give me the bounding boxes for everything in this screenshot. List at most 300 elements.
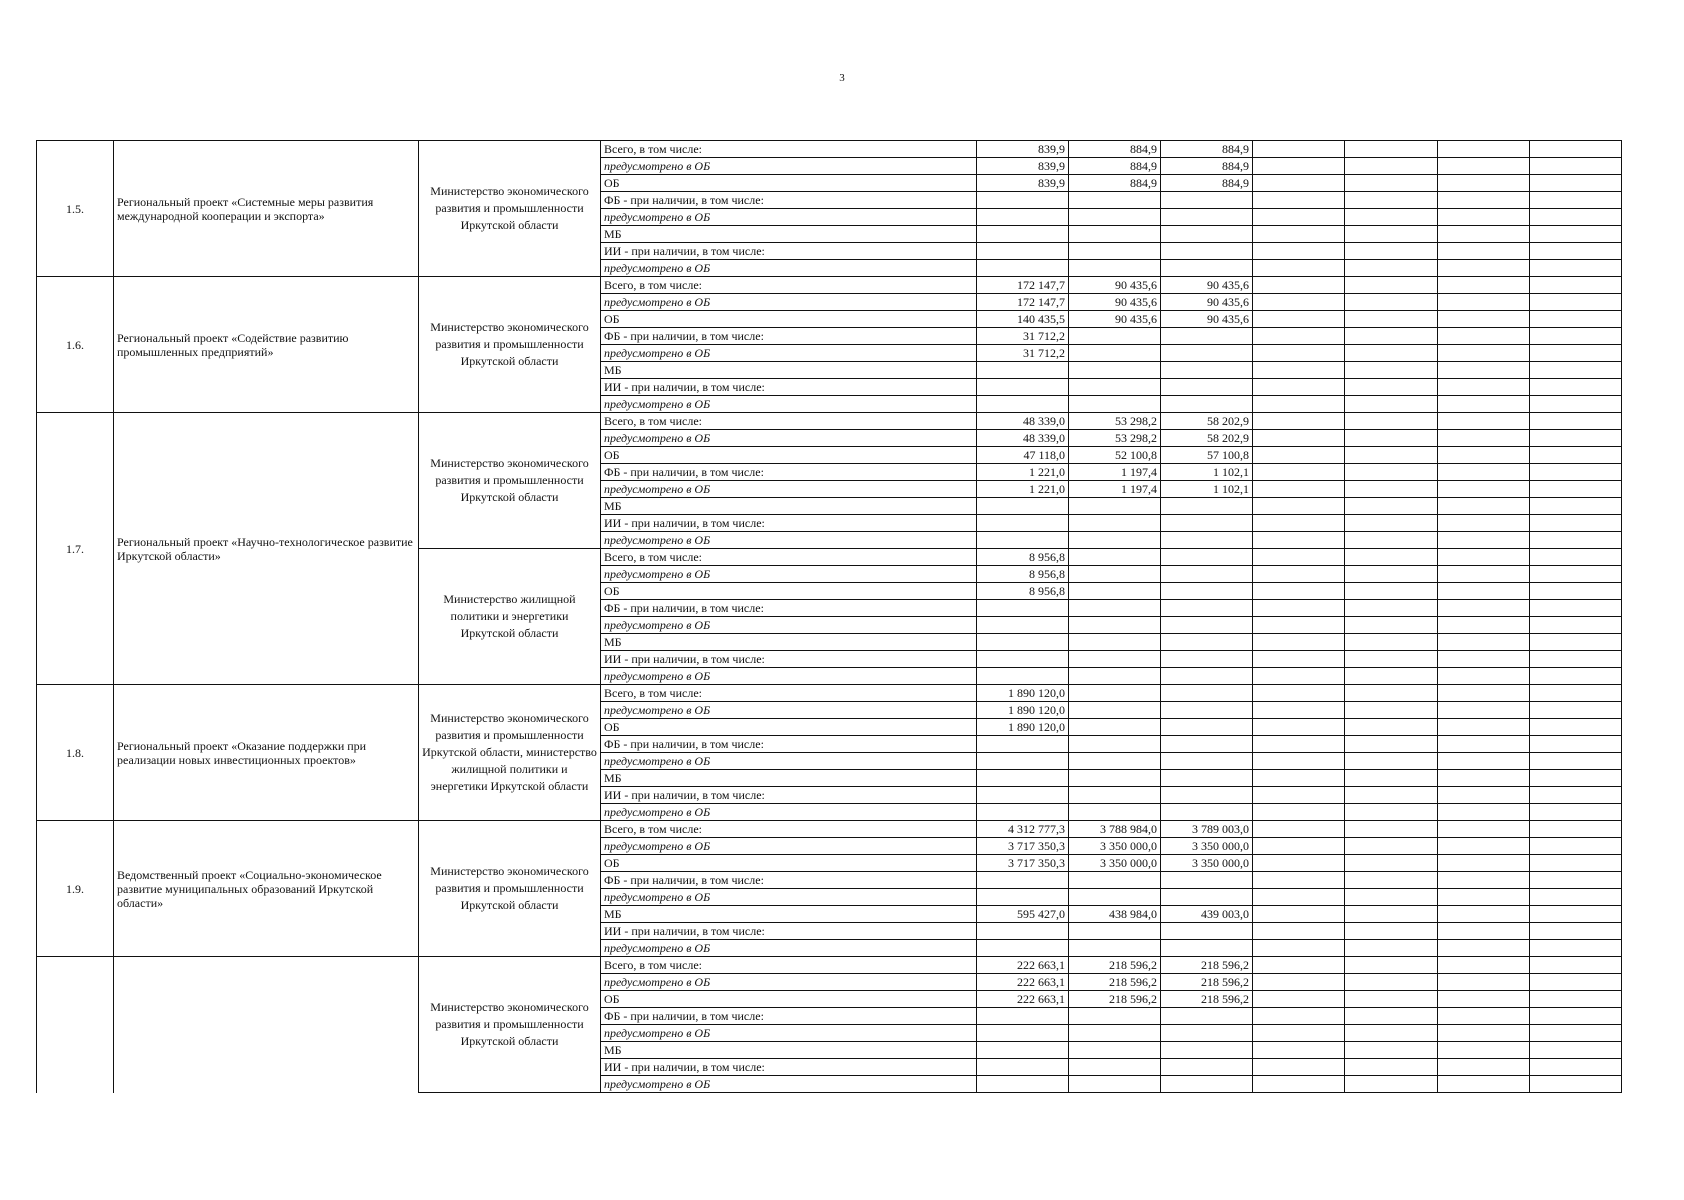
value-cell: 1 221,0 (977, 481, 1069, 498)
value-cell (1069, 685, 1161, 702)
value-cell (1253, 566, 1345, 583)
value-cell (1069, 243, 1161, 260)
value-cell: 3 350 000,0 (1069, 838, 1161, 855)
value-cell (1530, 651, 1622, 668)
value-cell (1438, 889, 1530, 906)
value-cell (1345, 345, 1438, 362)
row-index-cell (37, 957, 114, 1093)
value-cell (1345, 1042, 1438, 1059)
value-cell (977, 226, 1069, 243)
value-cell (1530, 1042, 1622, 1059)
value-cell (977, 770, 1069, 787)
funding-source-cell: предусмотрено в ОБ (601, 430, 977, 447)
value-cell: 8 956,8 (977, 566, 1069, 583)
value-cell (1438, 362, 1530, 379)
value-cell (1345, 872, 1438, 889)
value-cell: 839,9 (977, 158, 1069, 175)
value-cell (1161, 396, 1253, 413)
value-cell (1438, 498, 1530, 515)
funding-source-cell: предусмотрено в ОБ (601, 294, 977, 311)
value-cell (1253, 226, 1345, 243)
value-cell (1438, 872, 1530, 889)
value-cell (1345, 515, 1438, 532)
value-cell (1438, 226, 1530, 243)
value-cell (1069, 379, 1161, 396)
value-cell (1345, 209, 1438, 226)
value-cell (1530, 583, 1622, 600)
value-cell (1530, 141, 1622, 158)
value-cell (1438, 991, 1530, 1008)
value-cell (1345, 141, 1438, 158)
value-cell (1253, 175, 1345, 192)
value-cell (1530, 328, 1622, 345)
value-cell (1069, 1008, 1161, 1025)
executor-cell: Министерство экономического развития и промышленности Иркутской области (419, 277, 601, 413)
value-cell (1345, 294, 1438, 311)
value-cell (1345, 532, 1438, 549)
value-cell (977, 362, 1069, 379)
value-cell: 3 717 350,3 (977, 838, 1069, 855)
project-name-cell: Региональный проект «Научно-технологическое развитие Иркутской области» (114, 413, 419, 685)
table-row (37, 413, 1622, 430)
value-cell: 218 596,2 (1161, 974, 1253, 991)
value-cell (1069, 889, 1161, 906)
value-cell (1069, 651, 1161, 668)
value-cell (1253, 974, 1345, 991)
value-cell (977, 1076, 1069, 1093)
value-cell (1253, 889, 1345, 906)
value-cell (1253, 294, 1345, 311)
funding-source-cell: ОБ (601, 175, 977, 192)
value-cell (1345, 923, 1438, 940)
value-cell (1345, 685, 1438, 702)
funding-source-cell: ФБ - при наличии, в том числе: (601, 192, 977, 209)
funding-source-cell: Всего, в том числе: (601, 685, 977, 702)
value-cell (1253, 192, 1345, 209)
value-cell: 438 984,0 (1069, 906, 1161, 923)
value-cell: 218 596,2 (1069, 957, 1161, 974)
value-cell (1253, 498, 1345, 515)
value-cell (977, 736, 1069, 753)
value-cell (1345, 1025, 1438, 1042)
value-cell (1069, 923, 1161, 940)
value-cell (1069, 872, 1161, 889)
value-cell (977, 1025, 1069, 1042)
value-cell (1253, 260, 1345, 277)
value-cell (1530, 549, 1622, 566)
value-cell (1530, 702, 1622, 719)
value-cell: 172 147,7 (977, 277, 1069, 294)
value-cell (977, 1042, 1069, 1059)
value-cell (1438, 243, 1530, 260)
value-cell (1069, 702, 1161, 719)
value-cell (1253, 804, 1345, 821)
value-cell: 439 003,0 (1161, 906, 1253, 923)
funding-source-cell: предусмотрено в ОБ (601, 702, 977, 719)
value-cell (1345, 719, 1438, 736)
value-cell (1161, 923, 1253, 940)
value-cell (1161, 379, 1253, 396)
value-cell (977, 192, 1069, 209)
value-cell (1253, 141, 1345, 158)
funding-source-cell: ОБ (601, 311, 977, 328)
value-cell (1161, 362, 1253, 379)
value-cell (977, 872, 1069, 889)
value-cell: 595 427,0 (977, 906, 1069, 923)
project-name-cell: Региональный проект «Оказание поддержки при реализации новых инвестиционных проектов» (114, 685, 419, 821)
value-cell (1161, 1025, 1253, 1042)
value-cell (1253, 532, 1345, 549)
funding-source-cell: Всего, в том числе: (601, 957, 977, 974)
value-cell (1253, 481, 1345, 498)
value-cell (977, 923, 1069, 940)
value-cell: 58 202,9 (1161, 413, 1253, 430)
value-cell (1530, 991, 1622, 1008)
value-cell (977, 600, 1069, 617)
value-cell (1345, 226, 1438, 243)
value-cell (1345, 311, 1438, 328)
value-cell: 884,9 (1161, 175, 1253, 192)
funding-source-cell: ИИ - при наличии, в том числе: (601, 379, 977, 396)
value-cell: 884,9 (1069, 175, 1161, 192)
row-index-cell: 1.7. (37, 413, 114, 685)
value-cell (1530, 787, 1622, 804)
value-cell: 53 298,2 (1069, 430, 1161, 447)
value-cell (1069, 804, 1161, 821)
value-cell (977, 634, 1069, 651)
value-cell (1438, 1076, 1530, 1093)
funding-source-cell: ИИ - при наличии, в том числе: (601, 787, 977, 804)
value-cell (1069, 770, 1161, 787)
value-cell (1345, 906, 1438, 923)
value-cell: 3 789 003,0 (1161, 821, 1253, 838)
value-cell (1345, 940, 1438, 957)
value-cell (1161, 668, 1253, 685)
funding-source-cell: предусмотрено в ОБ (601, 804, 977, 821)
value-cell (1345, 277, 1438, 294)
value-cell (977, 379, 1069, 396)
value-cell (1069, 787, 1161, 804)
value-cell (977, 1059, 1069, 1076)
value-cell (1161, 719, 1253, 736)
value-cell (1345, 804, 1438, 821)
value-cell (1530, 753, 1622, 770)
funding-source-cell: МБ (601, 362, 977, 379)
value-cell (1530, 277, 1622, 294)
table-row (37, 957, 1622, 974)
value-cell (1161, 736, 1253, 753)
value-cell (1438, 583, 1530, 600)
value-cell (1253, 158, 1345, 175)
value-cell (977, 940, 1069, 957)
value-cell (1530, 158, 1622, 175)
funding-source-cell: предусмотрено в ОБ (601, 566, 977, 583)
value-cell (1161, 209, 1253, 226)
value-cell: 90 435,6 (1069, 311, 1161, 328)
value-cell (1069, 209, 1161, 226)
value-cell (1253, 906, 1345, 923)
value-cell (1253, 753, 1345, 770)
value-cell (1253, 991, 1345, 1008)
value-cell (1345, 430, 1438, 447)
value-cell (1530, 889, 1622, 906)
value-cell (1530, 1059, 1622, 1076)
value-cell (977, 804, 1069, 821)
value-cell (1253, 328, 1345, 345)
value-cell (1069, 1059, 1161, 1076)
funding-source-cell: ОБ (601, 583, 977, 600)
value-cell (1438, 430, 1530, 447)
value-cell (1069, 192, 1161, 209)
funding-source-cell: ФБ - при наличии, в том числе: (601, 600, 977, 617)
value-cell (1253, 362, 1345, 379)
value-cell (1253, 685, 1345, 702)
value-cell: 1 102,1 (1161, 464, 1253, 481)
value-cell (1161, 1042, 1253, 1059)
funding-source-cell: предусмотрено в ОБ (601, 260, 977, 277)
value-cell (1530, 821, 1622, 838)
funding-source-cell: ОБ (601, 447, 977, 464)
value-cell (1253, 1059, 1345, 1076)
value-cell (1253, 838, 1345, 855)
value-cell (1530, 481, 1622, 498)
value-cell (1345, 668, 1438, 685)
table-row (37, 821, 1622, 838)
value-cell: 90 435,6 (1161, 294, 1253, 311)
value-cell (977, 515, 1069, 532)
value-cell (1069, 1042, 1161, 1059)
value-cell (1438, 396, 1530, 413)
value-cell (1530, 447, 1622, 464)
value-cell (1161, 634, 1253, 651)
value-cell (1438, 770, 1530, 787)
funding-source-cell: Всего, в том числе: (601, 549, 977, 566)
value-cell (1253, 243, 1345, 260)
value-cell (1345, 736, 1438, 753)
funding-source-cell: ИИ - при наличии, в том числе: (601, 243, 977, 260)
value-cell (1345, 362, 1438, 379)
value-cell (1253, 821, 1345, 838)
funding-source-cell: Всего, в том числе: (601, 821, 977, 838)
value-cell (1345, 753, 1438, 770)
value-cell (1530, 617, 1622, 634)
value-cell (1530, 634, 1622, 651)
value-cell (1530, 804, 1622, 821)
value-cell (1345, 260, 1438, 277)
value-cell (1253, 600, 1345, 617)
row-index-cell: 1.9. (37, 821, 114, 957)
value-cell (1161, 940, 1253, 957)
value-cell: 47 118,0 (977, 447, 1069, 464)
value-cell (1530, 872, 1622, 889)
funding-source-cell: ФБ - при наличии, в том числе: (601, 328, 977, 345)
value-cell: 884,9 (1161, 158, 1253, 175)
value-cell (1438, 702, 1530, 719)
value-cell (1530, 1008, 1622, 1025)
value-cell (1438, 821, 1530, 838)
value-cell (1438, 158, 1530, 175)
value-cell (1253, 549, 1345, 566)
value-cell (1161, 1059, 1253, 1076)
value-cell (1253, 855, 1345, 872)
value-cell (1345, 396, 1438, 413)
value-cell (1161, 1076, 1253, 1093)
funding-source-cell: МБ (601, 634, 977, 651)
value-cell (1438, 957, 1530, 974)
value-cell (1530, 719, 1622, 736)
value-cell (1438, 1008, 1530, 1025)
value-cell (1345, 957, 1438, 974)
value-cell (1345, 838, 1438, 855)
value-cell: 3 717 350,3 (977, 855, 1069, 872)
funding-source-cell: ФБ - при наличии, в том числе: (601, 736, 977, 753)
value-cell: 4 312 777,3 (977, 821, 1069, 838)
value-cell (1345, 889, 1438, 906)
value-cell (1438, 634, 1530, 651)
funding-source-cell: МБ (601, 906, 977, 923)
value-cell (1253, 872, 1345, 889)
value-cell (1438, 736, 1530, 753)
value-cell (1345, 821, 1438, 838)
value-cell (1345, 549, 1438, 566)
page-number: 3 (839, 72, 845, 84)
funding-source-cell: предусмотрено в ОБ (601, 668, 977, 685)
value-cell (977, 209, 1069, 226)
value-cell: 52 100,8 (1069, 447, 1161, 464)
value-cell (1253, 379, 1345, 396)
value-cell (1161, 566, 1253, 583)
value-cell (1069, 719, 1161, 736)
value-cell (1345, 787, 1438, 804)
funding-source-cell: предусмотрено в ОБ (601, 974, 977, 991)
value-cell (1530, 1025, 1622, 1042)
value-cell: 31 712,2 (977, 345, 1069, 362)
funding-source-cell: ОБ (601, 991, 977, 1008)
value-cell (1530, 923, 1622, 940)
value-cell: 222 663,1 (977, 957, 1069, 974)
value-cell (1345, 617, 1438, 634)
value-cell (1530, 957, 1622, 974)
value-cell (1161, 226, 1253, 243)
value-cell (977, 668, 1069, 685)
value-cell (1253, 617, 1345, 634)
value-cell (1253, 1042, 1345, 1059)
project-name-cell: Ведомственный проект «Социально-экономическое развитие муниципальных образований Иркутской области» (114, 821, 419, 957)
value-cell: 1 102,1 (1161, 481, 1253, 498)
value-cell (1530, 566, 1622, 583)
funding-source-cell: Всего, в том числе: (601, 413, 977, 430)
value-cell (1253, 1076, 1345, 1093)
value-cell (1438, 940, 1530, 957)
value-cell: 1 221,0 (977, 464, 1069, 481)
value-cell: 140 435,5 (977, 311, 1069, 328)
value-cell (1069, 583, 1161, 600)
value-cell (1253, 345, 1345, 362)
value-cell (1253, 736, 1345, 753)
value-cell (1438, 787, 1530, 804)
funding-source-cell: МБ (601, 770, 977, 787)
value-cell (1161, 600, 1253, 617)
value-cell: 3 350 000,0 (1161, 855, 1253, 872)
value-cell (1345, 974, 1438, 991)
funding-source-cell: ИИ - при наличии, в том числе: (601, 651, 977, 668)
value-cell (1253, 668, 1345, 685)
value-cell (1253, 277, 1345, 294)
value-cell: 222 663,1 (977, 974, 1069, 991)
value-cell (1530, 736, 1622, 753)
value-cell (1438, 141, 1530, 158)
value-cell: 884,9 (1161, 141, 1253, 158)
value-cell (1345, 481, 1438, 498)
value-cell (1253, 1008, 1345, 1025)
value-cell (1253, 940, 1345, 957)
value-cell (1161, 872, 1253, 889)
value-cell: 3 350 000,0 (1161, 838, 1253, 855)
value-cell (1069, 600, 1161, 617)
value-cell (1345, 770, 1438, 787)
value-cell (1438, 481, 1530, 498)
value-cell (1530, 770, 1622, 787)
value-cell (1438, 311, 1530, 328)
table-row (37, 141, 1622, 158)
value-cell (1345, 855, 1438, 872)
value-cell (1438, 1025, 1530, 1042)
value-cell (1161, 345, 1253, 362)
value-cell (1253, 1025, 1345, 1042)
value-cell (1438, 328, 1530, 345)
value-cell (1253, 634, 1345, 651)
value-cell (1530, 311, 1622, 328)
executor-cell: Министерство экономического развития и промышленности Иркутской области (419, 957, 601, 1093)
funding-source-cell: предусмотрено в ОБ (601, 396, 977, 413)
value-cell (1161, 770, 1253, 787)
value-cell (1069, 1025, 1161, 1042)
value-cell: 31 712,2 (977, 328, 1069, 345)
value-cell (977, 651, 1069, 668)
funding-source-cell: предусмотрено в ОБ (601, 753, 977, 770)
value-cell (1438, 600, 1530, 617)
funding-source-cell: ОБ (601, 855, 977, 872)
project-name-cell: Региональный проект «Системные меры развития международной кооперации и экспорта» (114, 141, 419, 277)
value-cell (977, 1008, 1069, 1025)
value-cell: 1 890 120,0 (977, 719, 1069, 736)
funding-source-cell: предусмотрено в ОБ (601, 940, 977, 957)
value-cell (1530, 515, 1622, 532)
value-cell (1161, 549, 1253, 566)
value-cell (1530, 464, 1622, 481)
value-cell: 884,9 (1069, 141, 1161, 158)
value-cell: 8 956,8 (977, 549, 1069, 566)
value-cell (1345, 1059, 1438, 1076)
value-cell: 1 890 120,0 (977, 702, 1069, 719)
funding-source-cell: Всего, в том числе: (601, 277, 977, 294)
value-cell (1438, 175, 1530, 192)
value-cell (1345, 702, 1438, 719)
project-name-cell (114, 957, 419, 1093)
value-cell (1069, 532, 1161, 549)
value-cell (1161, 515, 1253, 532)
value-cell: 90 435,6 (1069, 277, 1161, 294)
funding-source-cell: предусмотрено в ОБ (601, 1076, 977, 1093)
value-cell (1438, 447, 1530, 464)
value-cell (1530, 209, 1622, 226)
value-cell (1253, 651, 1345, 668)
value-cell (1438, 855, 1530, 872)
value-cell (1161, 702, 1253, 719)
funding-source-cell: МБ (601, 1042, 977, 1059)
executor-cell: Министерство экономического развития и промышленности Иркутской области (419, 413, 601, 549)
value-cell (1161, 1008, 1253, 1025)
